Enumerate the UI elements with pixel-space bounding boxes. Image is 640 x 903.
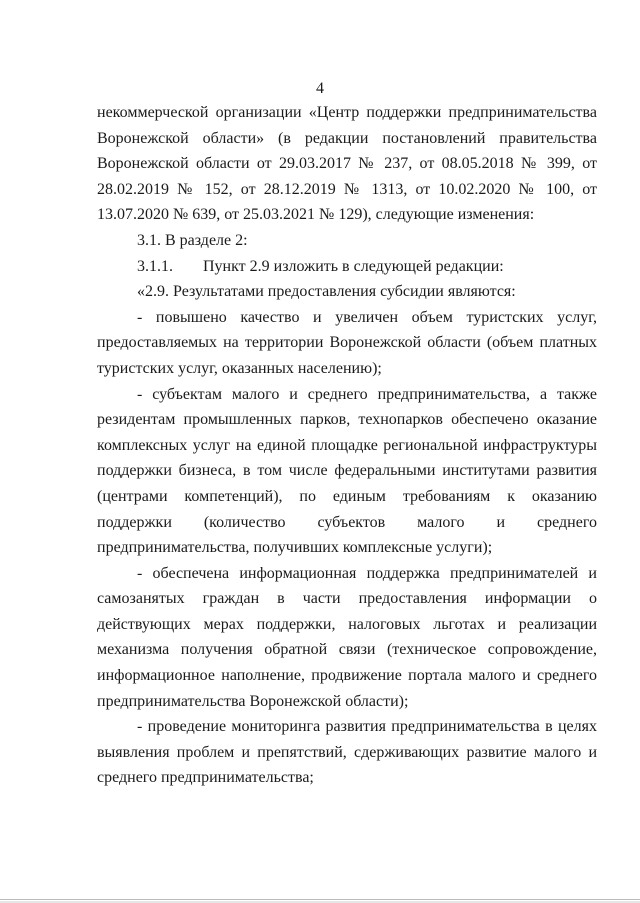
paragraph-monitoring: - проведение мониторинга развития предпринимательства в целях выявления проблем и препятствий, сдерживающих развитие малого и среднего предпринимательства; [97,718,597,787]
paragraph-intro: некоммерческой организации «Центр поддержки предпринимательства Воронежской области» (в редакции постановлений правительства Воронежской области от 29.03.2017 № 237, от 08.05.2018 № 399, от 28.02.2019 № 152, от 28.12.2019 № 1313, от 10.02.2020 № 100, от 13.07.2020 № 639, от 25.03.2021 № 129), следующие изменения: [97,104,597,224]
paragraph-tourism: - повышено качество и увеличен объем туристских услуг, предоставляемых на территории Воронежской области (объем платных туристских услуг, оказанных населению); [97,308,597,377]
scan-edge-line [0,899,640,900]
paragraph-item-3-1-1 [97,254,597,280]
document-body [97,100,597,791]
page-number: 4 [316,80,324,97]
paragraph-section-2: 3.1. В разделе 2: [137,231,248,249]
paragraph-info-support: - обеспечена информационная поддержка предпринимателей и самозанятых граждан в части предоставления информации о действующих мерах поддержки, налоговых льготах и реализации механизма получения обратной связи (техническое сопровождение, информационное наполнение, продвижение портала малого и среднего предпринимательства Воронежской области); [97,564,597,710]
paragraph-complex-services: - субъектам малого и среднего предпринимательства, а также резидентам промышленных парков, технопарков обеспечено оказание комплексных услуг на единой площадке региональной инфраструктуры поддержки бизнеса, в том числе федеральными институтами развития (центрами компетенций), по единым требованиям к оказанию поддержки (количество субъектов малого и среднего предпринимательства, получивших комплексные услуги); [97,385,597,557]
item-text: Пункт 2.9 изложить в следующей редакции: [203,257,504,275]
item-number: 3.1.1. [137,257,173,275]
paragraph-results-heading: «2.9. Результатами предоставления субсидии являются: [137,283,516,301]
